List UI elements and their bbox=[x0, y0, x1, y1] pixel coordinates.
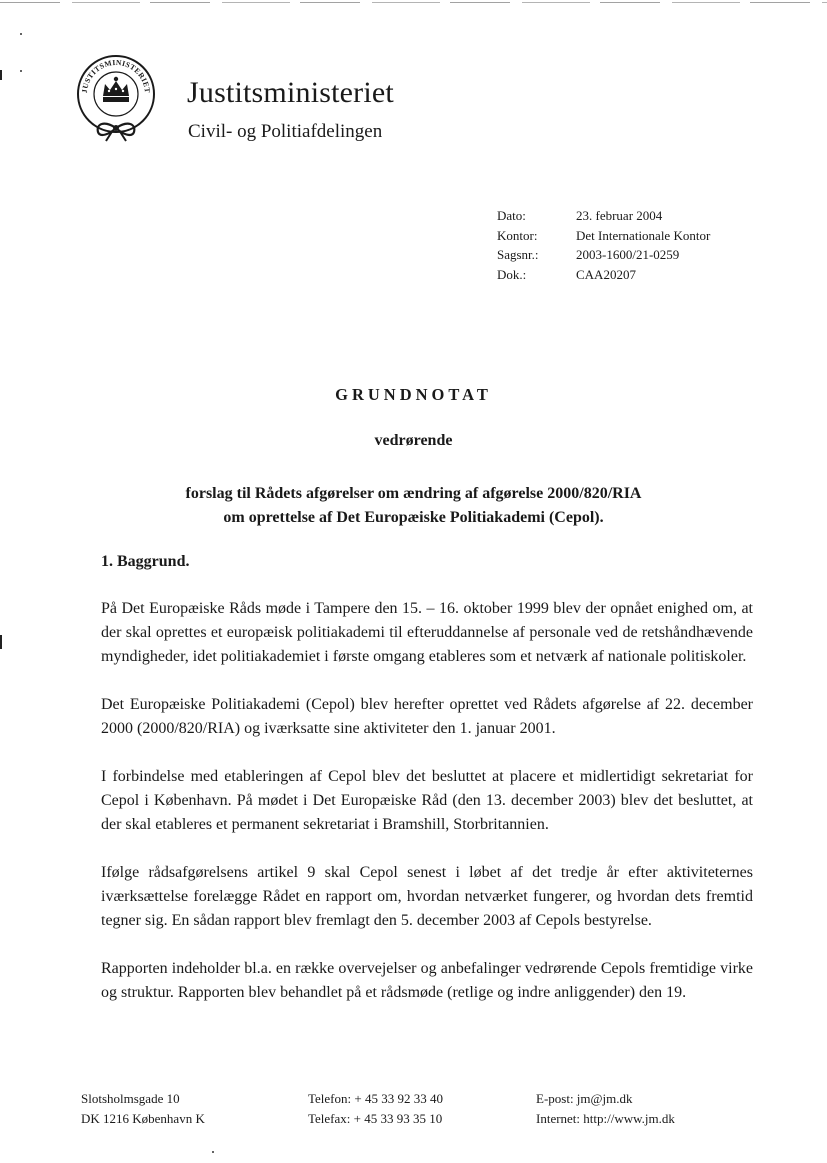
scan-speck bbox=[20, 70, 22, 72]
body-text bbox=[101, 597, 753, 1029]
footer-internet: Internet: http://www.jm.dk bbox=[536, 1110, 675, 1126]
paragraph: På Det Europæiske Råds møde i Tampere den 15. – 16. oktober 1999 blev der opnået enighed om, at der skal oprettes et europæisk politiakademi til efteruddannelse af personale ved de retshåndhævende myndigheder, idet politiakademiet i første omgang etableres som et netværk af nationale politiskoler. bbox=[101, 600, 753, 665]
document-meta bbox=[497, 206, 710, 284]
meta-key: Sagsnr.: bbox=[497, 247, 539, 262]
meta-row-date bbox=[497, 206, 710, 226]
meta-key: Dok.: bbox=[497, 266, 527, 282]
footer-address bbox=[81, 1089, 308, 1128]
footer-address-line: DK 1216 København K bbox=[81, 1110, 205, 1126]
paragraph: Rapporten indeholder bl.a. en række overvejelser og anbefalinger vedrørende Cepols fremtidige virke og struktur. Rapporten blev behandlet på et rådsmøde (retlige og indre anliggender) den 19. bbox=[101, 960, 753, 1001]
scan-speck bbox=[212, 1151, 214, 1153]
footer-phone bbox=[308, 1089, 536, 1128]
footer-address-line: Slotsholmsgade 10 bbox=[81, 1091, 180, 1106]
section-heading: 1. Baggrund. bbox=[101, 553, 190, 570]
meta-value: 2003-1600/21-0259 bbox=[576, 247, 680, 262]
meta-key: Dato: bbox=[497, 208, 526, 223]
meta-key: Kontor: bbox=[497, 227, 538, 243]
paragraph: Det Europæiske Politiakademi (Cepol) blev herefter oprettet ved Rådets afgørelse af 22. december 2000 (2000/820/RIA) og iværksatte sine aktiviteter den 1. januar 2001. bbox=[101, 696, 753, 737]
department-name: Civil- og Politiafdelingen bbox=[188, 121, 383, 142]
meta-value: Det Internationale Kontor bbox=[576, 227, 711, 243]
margin-mark bbox=[0, 635, 2, 649]
document-title: GRUNDNOTAT bbox=[335, 385, 492, 404]
meta-row-document bbox=[497, 265, 710, 285]
subject-line: om oprettelse af Det Europæiske Politiakademi (Cepol). bbox=[223, 509, 604, 526]
paragraph: Ifølge rådsafgørelsens artikel 9 skal Cepol senest i løbet af det tredje år efter aktiviteternes iværksættelse forelægge Rådet en rapport om, hvordan netværket fungerer, og hvordan dets fremtid tegner sig. En sådan rapport blev fremlagt den 5. december 2003 af Cepols bestyrelse. bbox=[101, 864, 753, 929]
meta-value: 23. februar 2004 bbox=[576, 208, 663, 223]
meta-value: CAA20207 bbox=[576, 266, 636, 282]
document-subject bbox=[0, 482, 827, 530]
page-footer bbox=[81, 1089, 721, 1128]
margin-mark bbox=[0, 70, 2, 80]
ministry-seal-logo bbox=[74, 50, 158, 142]
footer-telephone: Telefon: + 45 33 92 33 40 bbox=[308, 1091, 443, 1106]
seal-icon bbox=[74, 50, 158, 142]
meta-row-case-number bbox=[497, 245, 710, 265]
svg-text:JUSTITSMINISTERIET: JUSTITSMINISTERIET bbox=[79, 57, 153, 94]
ministry-name: Justitsministeriet bbox=[187, 76, 394, 109]
scan-edge-line bbox=[0, 2, 827, 3]
scan-speck bbox=[20, 33, 22, 35]
document-subtitle: vedrørende bbox=[374, 432, 453, 449]
meta-row-office bbox=[497, 226, 710, 246]
footer-online bbox=[536, 1089, 675, 1128]
footer-telefax: Telefax: + 45 33 93 35 10 bbox=[308, 1110, 443, 1126]
footer-email: E-post: jm@jm.dk bbox=[536, 1091, 633, 1106]
paragraph: I forbindelse med etableringen af Cepol blev det besluttet at placere et midlertidigt sekretariat for Cepol i København. På mødet i Det Europæiske Råd (den 13. december 2003) blev det besluttet, at der skal etableres et permanent sekretariat i Bramshill, Storbritannien. bbox=[101, 768, 753, 833]
subject-line: forslag til Rådets afgørelser om ændring af afgørelse 2000/820/RIA bbox=[185, 485, 642, 502]
